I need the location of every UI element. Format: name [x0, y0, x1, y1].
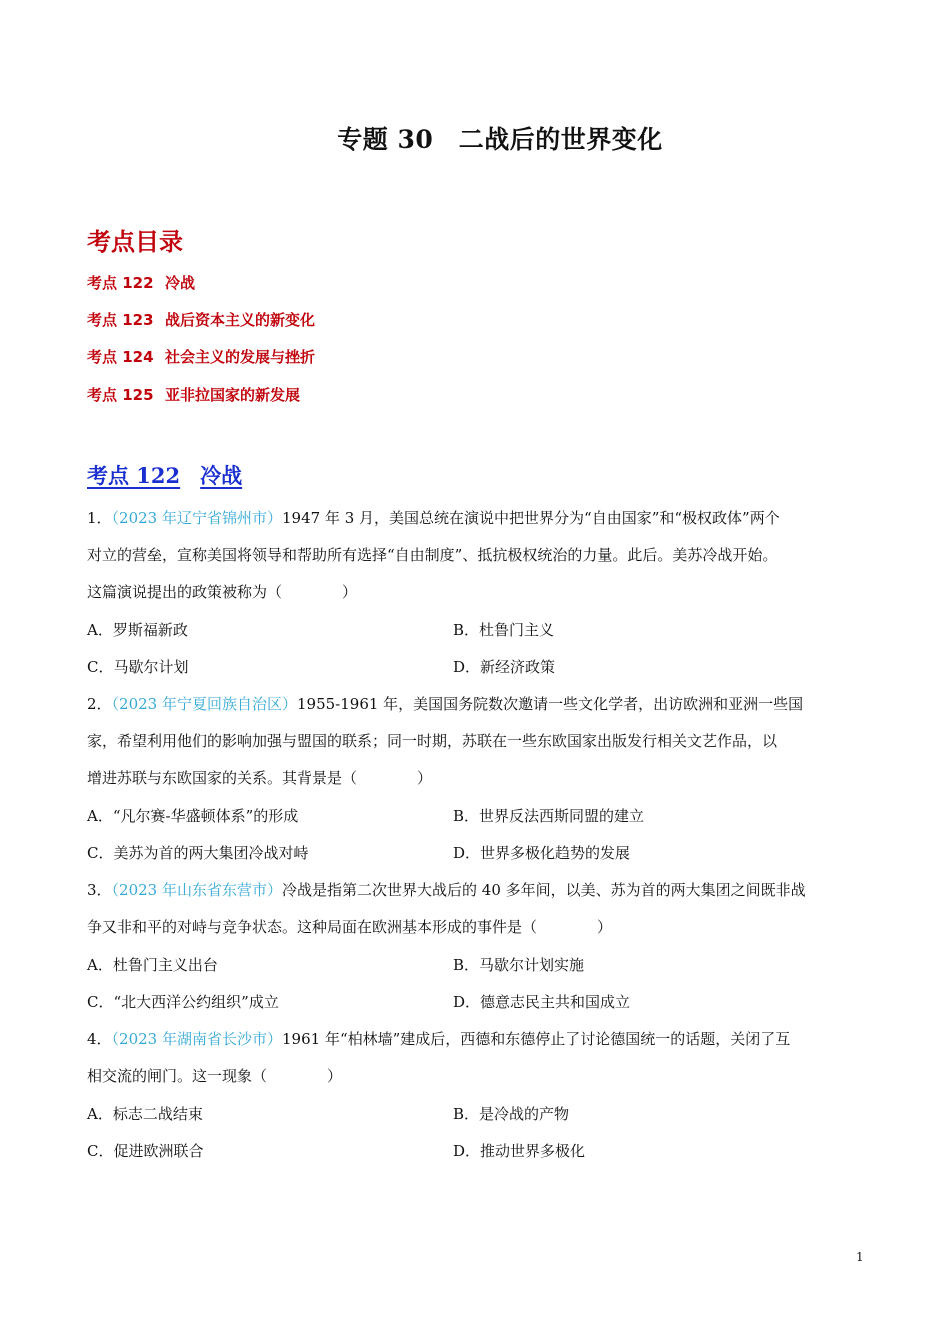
question-number: 2． — [87, 695, 112, 713]
toc-item[interactable] — [87, 309, 315, 330]
question-3-option-b: B．马歇尔计划实施 — [453, 956, 585, 974]
question-2-option-c: C．美苏为首的两大集团冷战对峙 — [87, 844, 309, 862]
question-3-option-d: D．德意志民主共和国成立 — [453, 993, 631, 1011]
question-3-line-2: 争又非和平的对峙与竞争状态。这种局面在欧洲基本形成的事件是（ ） — [87, 918, 613, 936]
question-2-option-a: A．“凡尔赛-华盛顿体系”的形成 — [87, 807, 299, 825]
question-number: 1． — [87, 509, 112, 527]
question-text: 1947 年 3 月，美国总统在演说中把世界分为“自由国家”和“极权政体”两个 — [282, 509, 780, 527]
question-3-option-c: C．“北大西洋公约组织”成立 — [87, 993, 279, 1011]
question-1-option-d: D．新经济政策 — [453, 658, 556, 676]
question-1-option-c: C．马歇尔计划 — [87, 658, 189, 676]
question-1-option-a: A．罗斯福新政 — [87, 621, 188, 639]
question-2-line-2: 家，希望利用他们的影响加强与盟国的联系；同一时期，苏联在一些东欧国家出版发行相关文艺作品，以 — [87, 732, 778, 750]
question-4-line-1 — [87, 1029, 867, 1049]
toc-item-number: 考点 125 — [87, 386, 154, 404]
question-source: （2023 年宁夏回族自治区） — [111, 695, 297, 713]
toc-heading: 考点目录 — [87, 228, 183, 256]
toc-item[interactable] — [87, 346, 315, 367]
page-title: 专题 30 二战后的世界变化 — [337, 125, 663, 154]
toc-item-label: 亚非拉国家的新发展 — [165, 386, 301, 404]
toc-item[interactable] — [87, 384, 300, 405]
toc-item-label: 冷战 — [165, 274, 196, 292]
question-4-option-d: D．推动世界多极化 — [453, 1142, 586, 1160]
question-4-line-2: 相交流的闸门。这一现象（ ） — [87, 1067, 343, 1085]
question-1-line-1 — [87, 508, 867, 528]
toc-item-label: 战后资本主义的新变化 — [165, 311, 316, 329]
question-1-line-3: 这篇演说提出的政策被称为（ ） — [87, 583, 358, 601]
toc-item-number: 考点 122 — [87, 274, 154, 292]
toc-item-number: 考点 123 — [87, 311, 154, 329]
toc-item-number: 考点 124 — [87, 348, 154, 366]
question-source: （2023 年湖南省长沙市） — [111, 1030, 282, 1048]
question-2-option-b: B．世界反法西斯同盟的建立 — [453, 807, 645, 825]
question-number: 4． — [87, 1030, 112, 1048]
question-text: 冷战是指第二次世界大战后的 40 多年间，以美、苏为首的两大集团之间既非战 — [282, 881, 806, 899]
question-1-line-2: 对立的营垒，宣称美国将领导和帮助所有选择“自由制度”、抵抗极权统治的力量。此后。美苏冷战开始。 — [87, 546, 778, 564]
question-source: （2023 年山东省东营市） — [111, 881, 282, 899]
section-heading[interactable] — [87, 460, 242, 490]
question-2-option-d: D．世界多极化趋势的发展 — [453, 844, 631, 862]
section-label: 冷战 — [200, 463, 243, 488]
question-1-option-b: B．杜鲁门主义 — [453, 621, 555, 639]
question-4-option-a: A．标志二战结束 — [87, 1105, 203, 1123]
question-4-option-b: B．是冷战的产物 — [453, 1105, 570, 1123]
question-2-line-1 — [87, 694, 867, 714]
question-3-line-1 — [87, 880, 867, 900]
question-3-option-a: A．杜鲁门主义出台 — [87, 956, 218, 974]
question-text: 1955-1961 年，美国国务院数次邀请一些文化学者，出访欧洲和亚洲一些国 — [297, 695, 804, 713]
question-4-option-c: C．促进欧洲联合 — [87, 1142, 204, 1160]
question-2-line-3: 增进苏联与东欧国家的关系。其背景是（ ） — [87, 769, 433, 787]
toc-item[interactable] — [87, 272, 195, 293]
toc-item-label: 社会主义的发展与挫折 — [165, 348, 316, 366]
page-number: 1 — [856, 1250, 864, 1264]
question-source: （2023 年辽宁省锦州市） — [111, 509, 282, 527]
section-number: 考点 122 — [87, 463, 181, 488]
question-text: 1961 年“柏林墙”建成后，西德和东德停止了讨论德国统一的话题，关闭了互 — [282, 1030, 791, 1048]
question-number: 3． — [87, 881, 112, 899]
